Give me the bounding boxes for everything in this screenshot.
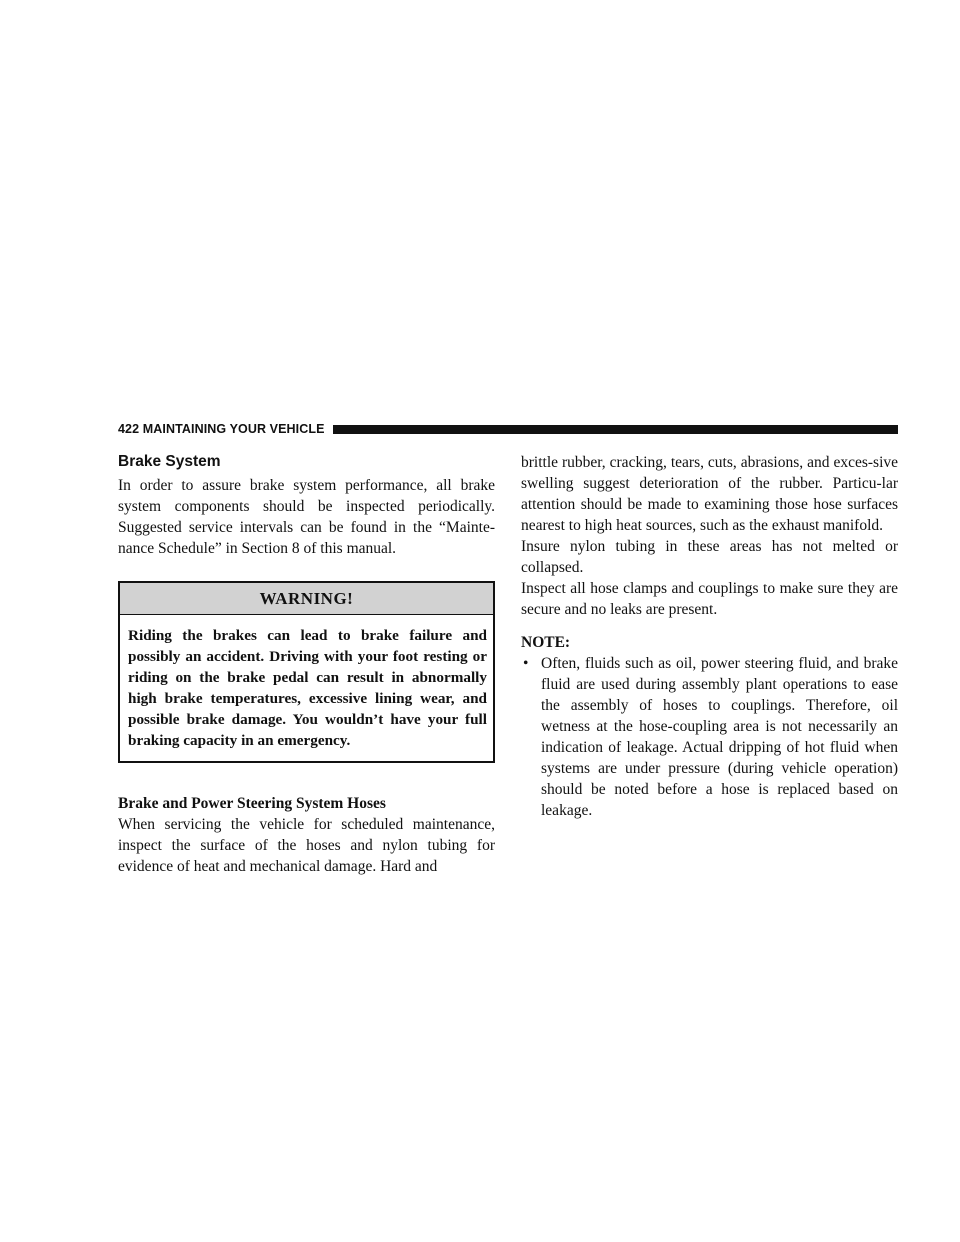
note-bullet-text: Often, fluids such as oil, power steering fluid, and brake fluid are used during assembly plant operations to ease the assembly of hoses to couplings. Therefore, oil wetness at the hose-coupling area is not necessarily an indication of leakage. Actual dripping of hot fluid when systems are under pressure (during vehicle operation) should be noted before a hose is replaced based on leakage. — [541, 655, 898, 819]
right-column — [521, 452, 898, 821]
warning-text: Riding the brakes can lead to brake failure and possibly an accident. Driving with your foot resting or riding on the brake pedal can result in abnormally high brake temperatures, excessive lining wear, and possible brake damage. You wouldn’t have your full braking capacity in an emergency. — [128, 627, 487, 749]
hoses-paragraph: When servicing the vehicle for scheduled maintenance, inspect the surface of the hoses and nylon tubing for evidence of heat and mechanical damage. Hard and — [118, 816, 495, 875]
note-bullet-item — [521, 653, 898, 821]
page-header — [118, 420, 898, 438]
intro-paragraph: In order to assure brake system performance, all brake system components should be inspected periodically. Suggested service intervals can be found in the “Mainte-nance Schedule” in Section 8 of this manual. — [118, 477, 495, 557]
section-title: Brake System — [118, 453, 221, 470]
nylon-paragraph: Insure nylon tubing in these areas has not melted or collapsed. — [521, 538, 898, 576]
warning-box — [118, 581, 495, 763]
left-column — [118, 452, 495, 877]
continued-paragraph: brittle rubber, cracking, tears, cuts, abrasions, and exces-sive swelling suggest deterioration of the rubber. Particu-lar attention should be made to examining those hose surfaces nearest to high heat sources, such as the exhaust manifold. — [521, 454, 898, 534]
bullet-icon: • — [523, 655, 529, 672]
clamps-paragraph: Inspect all hose clamps and couplings to make sure they are secure and no leaks are present. — [521, 580, 898, 618]
subheading: Brake and Power Steering System Hoses — [118, 795, 386, 812]
page-number-label: 422 MAINTAINING YOUR VEHICLE — [118, 422, 325, 436]
note-label: NOTE: — [521, 634, 571, 651]
warning-title: WARNING! — [120, 583, 493, 615]
header-rule — [333, 425, 898, 434]
